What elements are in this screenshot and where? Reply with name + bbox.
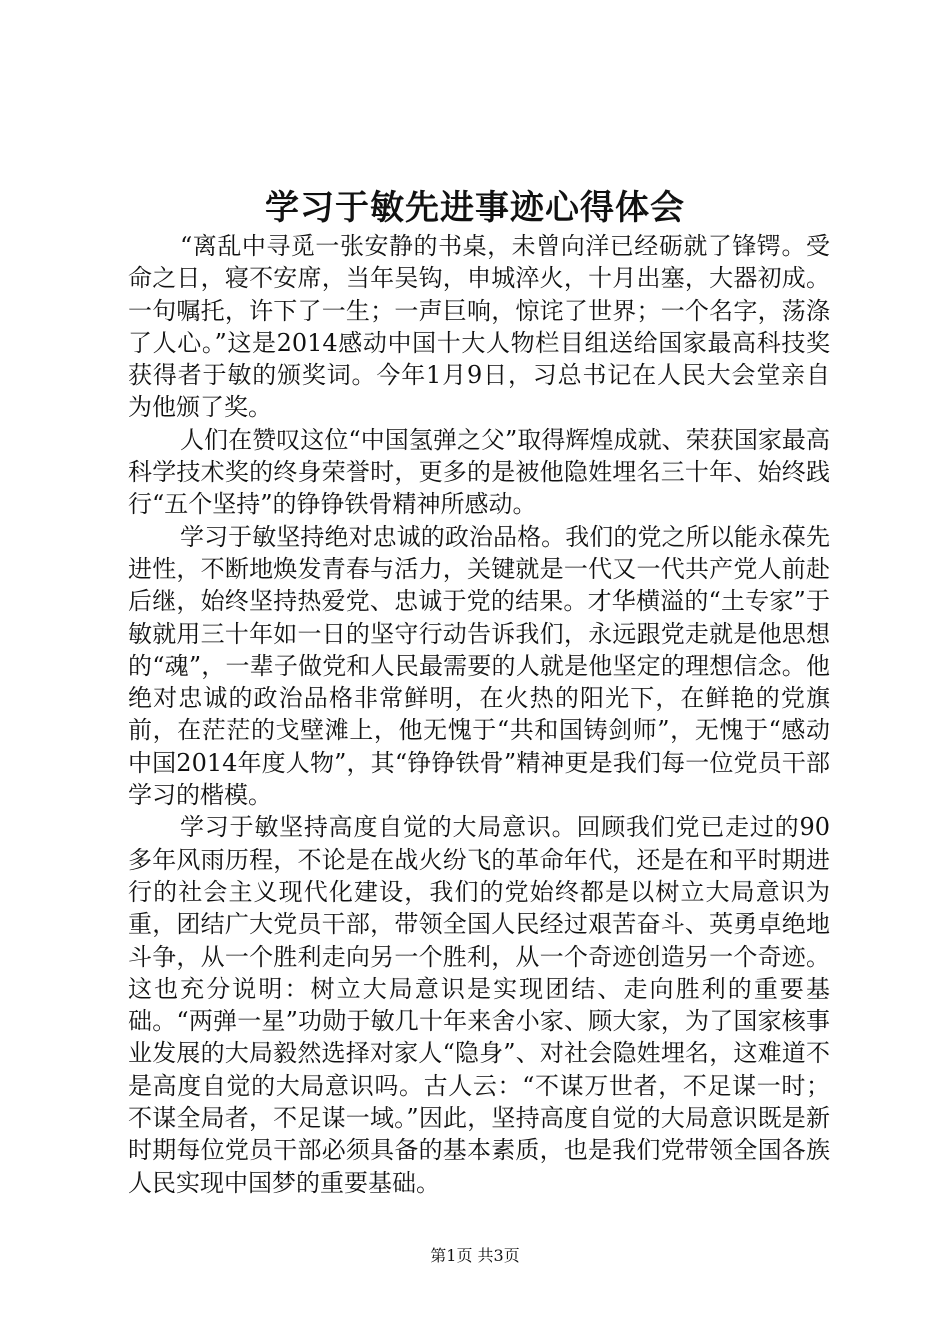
paragraph: 学习于敏坚持绝对忠诚的政治品格。我们的党之所以能永葆先进性，不断地焕发青春与活力，关键就是一代又一代共产党人前赴后继，始终坚持热爱党、忠诚于党的结果。才华横溢的“土专家”于敏就用三十年如一日的坚守行动告诉我们，永远跟党走就是他思想的“魂”，一辈子做党和人民最需要的人就是他坚定的理想信念。他绝对忠诚的政治品格非常鲜明，在火热的阳光下，在鲜艳的党旗前，在茫茫的戈壁滩上，他无愧于“共和国铸剑师”，无愧于“感动中国2014年度人物”，其“铮铮铁骨”精神更是我们每一位党员干部学习的楷模。 xyxy=(128,522,830,810)
paragraph: “离乱中寻觅一张安静的书桌，未曾向洋已经砺就了锋锷。受命之日，寝不安席，当年吴钩，申城淬火，十月出塞，大器初成。一句嘱托，许下了一生；一声巨响，惊诧了世界；一个名字，荡涤了人心。”这是2014感动中国十大人物栏目组送给国家最高科技奖获得者于敏的颁奖词。今年1月9日，习总书记在人民大会堂亲自为他颁了奖。 xyxy=(128,232,830,422)
paragraph: 人们在赞叹这位“中国氢弹之父”取得辉煌成就、荣获国家最高科学技术奖的终身荣誉时，更多的是被他隐姓埋名三十年、始终践行“五个坚持”的铮铮铁骨精神所感动。 xyxy=(128,425,830,519)
document-title: 学习于敏先进事迹心得体会 xyxy=(265,188,685,228)
page-footer: 第1页 共3页 xyxy=(430,1246,520,1265)
paragraph: 学习于敏坚持高度自觉的大局意识。回顾我们党已走过的90多年风雨历程，不论是在战火纷飞的革命年代，还是在和平时期进行的社会主义现代化建设，我们的党始终都是以树立大局意识为重，团结广大党员干部，带领全国人民经过艰苦奋斗、英勇卓绝地斗争，从一个胜利走向另一个胜利，从一个奇迹创造另一个奇迹。这也充分说明：树立大局意识是实现团结、走向胜利的重要基础。“两弹一星”功勋于敏几十年来舍小家、顾大家，为了国家核事业发展的大局毅然选择对家人“隐身”、对社会隐姓埋名，这难道不是高度自觉的大局意识吗。古人云：“不谋万世者，不足谋一时；不谋全局者，不足谋一域。”因此，坚持高度自觉的大局意识既是新时期每位党员干部必须具备的基本素质，也是我们党带领全国各族人民实现中国梦的重要基础。 xyxy=(128,813,830,1197)
document-body xyxy=(128,230,830,1199)
